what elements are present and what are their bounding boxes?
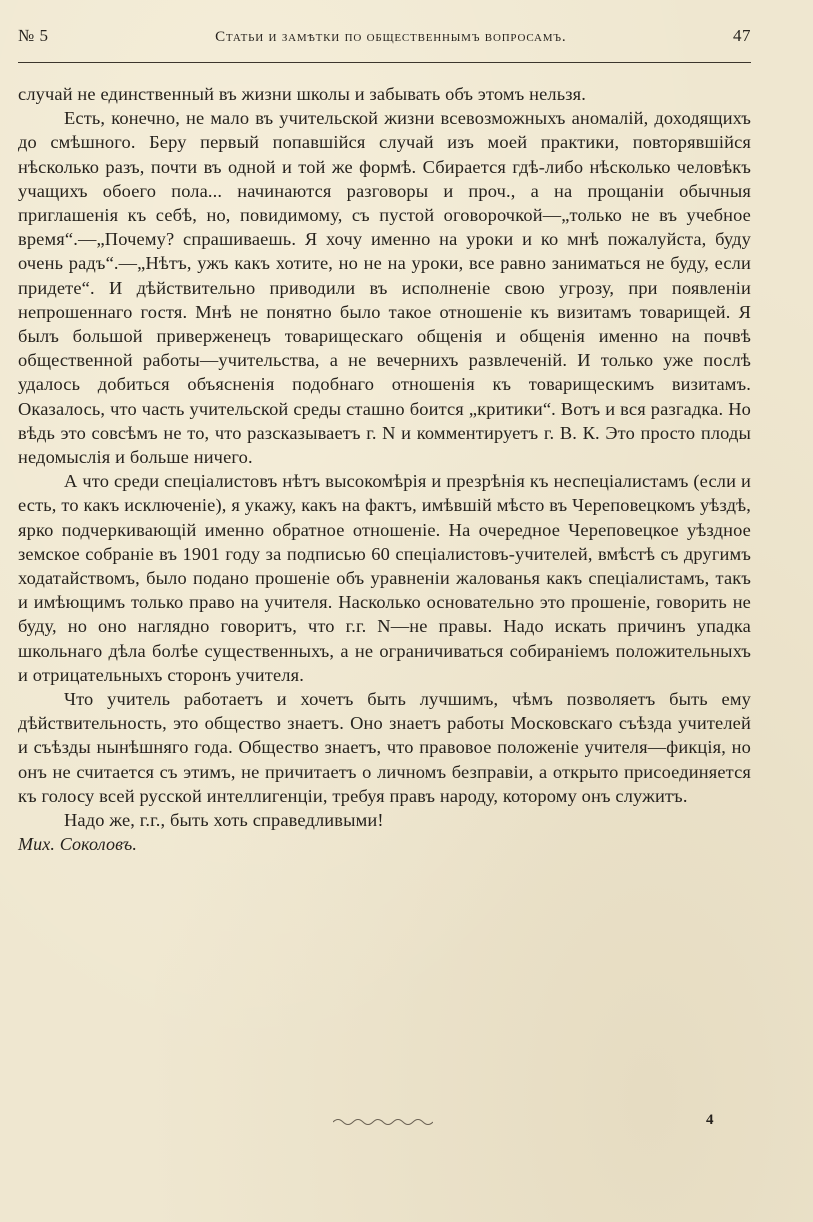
author-signature: Мих. Соколовъ. xyxy=(18,834,137,855)
wavy-ornament xyxy=(333,1116,433,1128)
issue-number: № 5 xyxy=(18,26,49,45)
running-title: Статьи и замѣтки по общественнымъ вопросамъ. xyxy=(215,29,567,45)
article-body xyxy=(18,82,751,857)
header-rule xyxy=(18,62,751,63)
paragraph: Надо же, г.г., быть хоть справедливыми! xyxy=(64,810,384,831)
paragraph: А что среди спеціалистовъ нѣтъ высокомѣрія и презрѣнія къ неспеціалистамъ (если и есть, то какъ исключеніе), я укажу, какъ на фактъ, имѣвшій мѣсто въ Череповецкомъ уѣздѣ, ярко подчеркивающій именно обратное отношеніе. На очередное Череповецкое уѣздное земское собраніе въ 1901 году за подписью 60 спеціалистовъ-учителей, вмѣстѣ съ другимъ ходатайствомъ, было подано прошеніе объ уравненіи жалованья какъ спеціалистамъ, такъ и имѣющимъ только право на учителя. Насколько основательно это прошеніе, говорить не буду, но оно наглядно говоритъ, что г.г. N—не правы. Надо искать причинъ упадка школьнаго дѣла болѣе существенныхъ, а не ограничиваться собираніемъ положительныхъ и отрицательныхъ сторонъ учителя. xyxy=(18,471,751,685)
running-header xyxy=(18,26,751,56)
paragraph: Что учитель работаетъ и хочетъ быть лучшимъ, чѣмъ позволяетъ быть ему дѣйствительность, это общество знаетъ. Оно знаетъ работы Московскаго съѣзда учителей и съѣзды нынѣшняго года. Общество знаетъ, что правовое положеніе учителя—фикція, но онъ не считается съ этимъ, не причитаетъ о личномъ безправіи, а открыто присоединяется къ голосу всей русской интеллигенціи, требуя правъ народу, которому онъ служитъ. xyxy=(18,689,751,806)
page-number: 47 xyxy=(732,26,751,45)
signature-mark: 4 xyxy=(706,1112,714,1128)
paragraph: Есть, конечно, не мало въ учительской жизни всевозможныхъ аномалій, доходящихъ до смѣшного. Беру первый попавшійся случай изъ моей практики, повторявшійся нѣсколько разъ, почти въ одной и той же формѣ. Сбирается гдѣ-либо нѣсколько человѣкъ учащихъ обоего пола... начинаются разговоры и проч., а на прощаніи обычныя приглашенія къ себѣ, но, повидимому, съ пустой оговорочкой—„только не въ учебное время“.—„Почему? спрашиваешь. Я хочу именно на уроки и ко мнѣ пожалуйста, буду очень радъ“.—„Нѣтъ, ужъ какъ хотите, но не на уроки, все равно заниматься не буду, если придете“. И дѣйствительно приводили въ исполненіе свою угрозу, при появленіи непрошеннаго гостя. Мнѣ не понятно было такое отношеніе къ визитамъ товарищей. Я былъ большой приверженецъ товарищескаго общенія и общенія именно на почвѣ общественной работы—учительства, а не вечернихъ развлеченій. И только уже послѣ удалось добиться объясненія подобнаго отношенія къ товарищескимъ визитамъ. Оказалось, что часть учительской среды сташно боится „критики“. Вотъ и вся разгадка. Но вѣдь это совсѣмъ не то, что разсказываетъ г. N и комментируетъ г. В. К. Это просто плоды недомыслія и больше ничего. xyxy=(18,108,751,468)
paragraph: случай не единственный въ жизни школы и забывать объ этомъ нельзя. xyxy=(18,84,587,104)
